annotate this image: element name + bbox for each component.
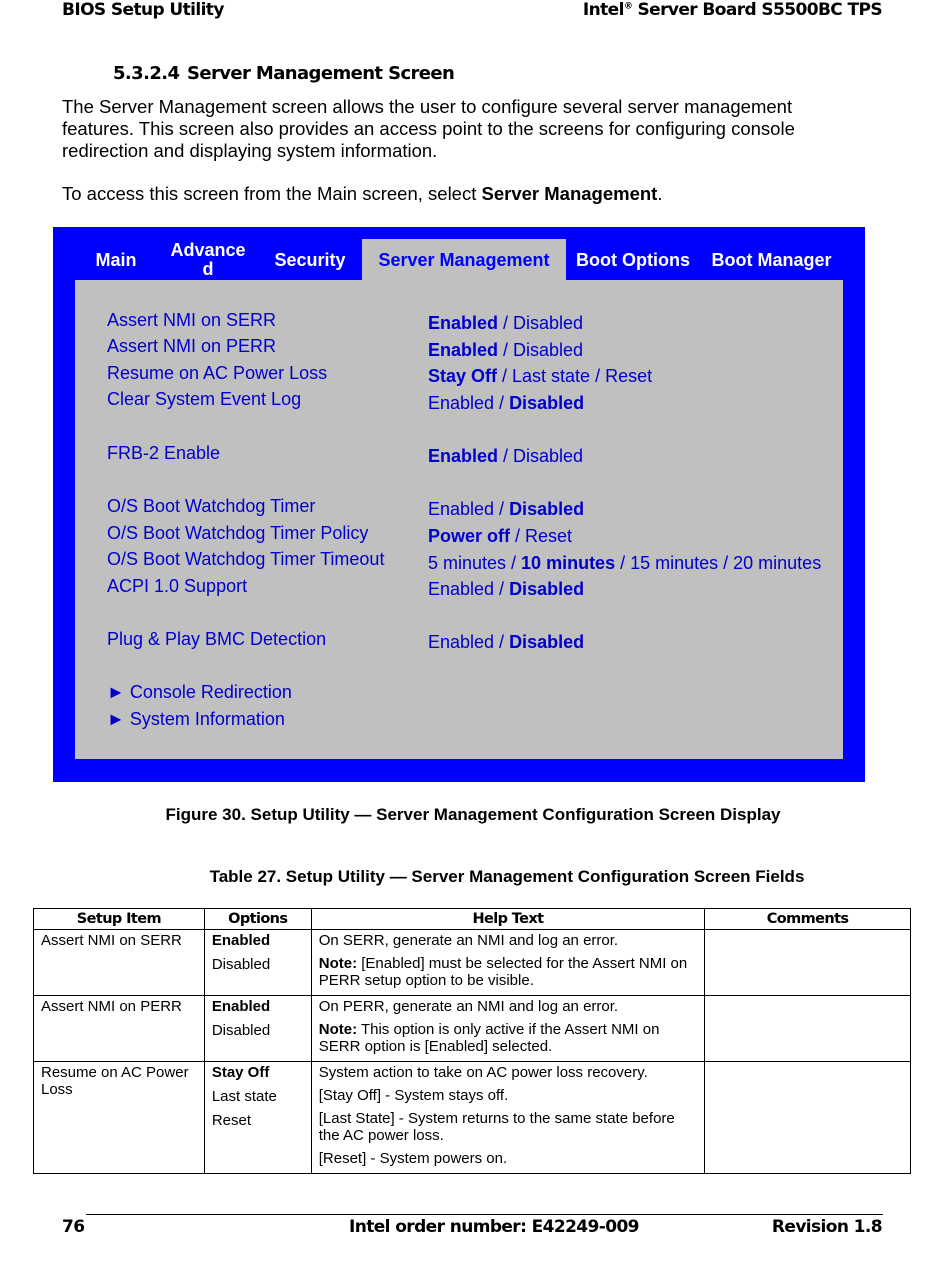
bios-option-resume-ac-power: Stay Off / Last state / Reset (428, 366, 653, 386)
column-header: Help Text (311, 909, 704, 930)
access-paragraph: To access this screen from the Main screen, select Server Management. (62, 183, 663, 204)
fields-table (33, 908, 911, 1174)
bios-item-clear-sel[interactable]: Clear System Event Log (107, 389, 302, 409)
table-caption: Table 27. Setup Utility — Server Management Configuration Screen Fields (209, 867, 805, 886)
tab-advanced[interactable]: Advance d (170, 240, 246, 279)
options-cell: Stay Off Last state Reset (204, 1062, 311, 1174)
column-header: Setup Item (34, 909, 205, 930)
section-title: Server Management Screen (187, 63, 455, 84)
column-header: Comments (705, 909, 911, 930)
bios-item-watchdog-policy[interactable]: O/S Boot Watchdog Timer Policy (107, 523, 369, 543)
bios-screen-figure (53, 227, 865, 782)
bios-option-pnp-bmc: Enabled / Disabled (428, 632, 585, 652)
order-number: Intel order number: E42249-009 (349, 1217, 639, 1237)
bios-submenu-system-information[interactable]: ► System Information (107, 709, 285, 729)
bios-option-frb2: Enabled / Disabled (428, 446, 584, 466)
table-row (34, 1062, 911, 1174)
bios-option-clear-sel: Enabled / Disabled (428, 393, 585, 413)
table-row (34, 996, 911, 1062)
tab-boot-options[interactable]: Boot Options (576, 249, 690, 270)
running-header-right: Intel® Server Board S5500BC TPS (582, 0, 882, 20)
setup-item-cell: Assert NMI on PERR (34, 996, 205, 1062)
tab-security[interactable]: Security (274, 249, 346, 270)
comments-cell (705, 1062, 911, 1174)
options-cell: Enabled Disabled (204, 996, 311, 1062)
tab-boot-manager[interactable]: Boot Manager (711, 249, 832, 270)
bios-option-assert-nmi-serr: Enabled / Disabled (428, 313, 584, 333)
bios-item-watchdog-timer[interactable]: O/S Boot Watchdog Timer (107, 496, 316, 516)
bios-item-resume-ac-power[interactable]: Resume on AC Power Loss (107, 363, 328, 383)
table-header-row (34, 909, 911, 930)
bios-option-watchdog-timeout: 5 minutes / 10 minutes / 15 minutes / 20 minutes (428, 553, 822, 573)
bios-option-assert-nmi-perr: Enabled / Disabled (428, 340, 584, 360)
page-number: 76 (62, 1217, 85, 1237)
table-row (34, 930, 911, 996)
options-cell: Enabled Disabled (204, 930, 311, 996)
section-heading (113, 63, 454, 84)
figure-caption: Figure 30. Setup Utility — Server Management Configuration Screen Display (165, 805, 781, 824)
help-text-cell: On SERR, generate an NMI and log an error. Note: [Enabled] must be selected for the Assert NMI on PERR setup option to be visible. (311, 930, 704, 996)
tab-main[interactable]: Main (95, 249, 137, 270)
setup-item-cell: Assert NMI on SERR (34, 930, 205, 996)
column-header: Options (204, 909, 311, 930)
section-number: 5.3.2.4 (113, 63, 180, 84)
running-header-left: BIOS Setup Utility (62, 0, 224, 20)
bios-option-watchdog-timer: Enabled / Disabled (428, 499, 585, 519)
bios-settings-panel (75, 280, 843, 759)
footer-divider (86, 1214, 883, 1215)
bios-submenu-console-redirection[interactable]: ► Console Redirection (107, 682, 292, 702)
help-text-cell: On PERR, generate an NMI and log an error. Note: This option is only active if the Assert NMI on SERR option is [Enabled] selected. (311, 996, 704, 1062)
bios-item-assert-nmi-serr[interactable]: Assert NMI on SERR (107, 310, 277, 330)
tab-server-management[interactable]: Server Management (362, 239, 566, 281)
bios-option-watchdog-policy: Power off / Reset (428, 526, 573, 546)
help-text-cell: System action to take on AC power loss recovery. [Stay Off] - System stays off. [Last State] - System returns to the same state before the AC power loss. [Reset] - System powers on. (311, 1062, 704, 1174)
comments-cell (705, 930, 911, 996)
bios-item-watchdog-timeout[interactable]: O/S Boot Watchdog Timer Timeout (107, 549, 385, 569)
intro-paragraph: The Server Management screen allows the user to configure several server management features. This screen also provides an access point to the screens for configuring console redirection and displaying system information. (62, 96, 795, 161)
bios-item-acpi[interactable]: ACPI 1.0 Support (107, 576, 248, 596)
bios-item-frb2[interactable]: FRB-2 Enable (107, 443, 221, 463)
revision: Revision 1.8 (771, 1217, 882, 1237)
bios-option-acpi: Enabled / Disabled (428, 579, 585, 599)
setup-item-cell: Resume on AC Power Loss (34, 1062, 205, 1174)
bios-item-pnp-bmc[interactable]: Plug & Play BMC Detection (107, 629, 327, 649)
bios-item-assert-nmi-perr[interactable]: Assert NMI on PERR (107, 336, 277, 356)
comments-cell (705, 996, 911, 1062)
